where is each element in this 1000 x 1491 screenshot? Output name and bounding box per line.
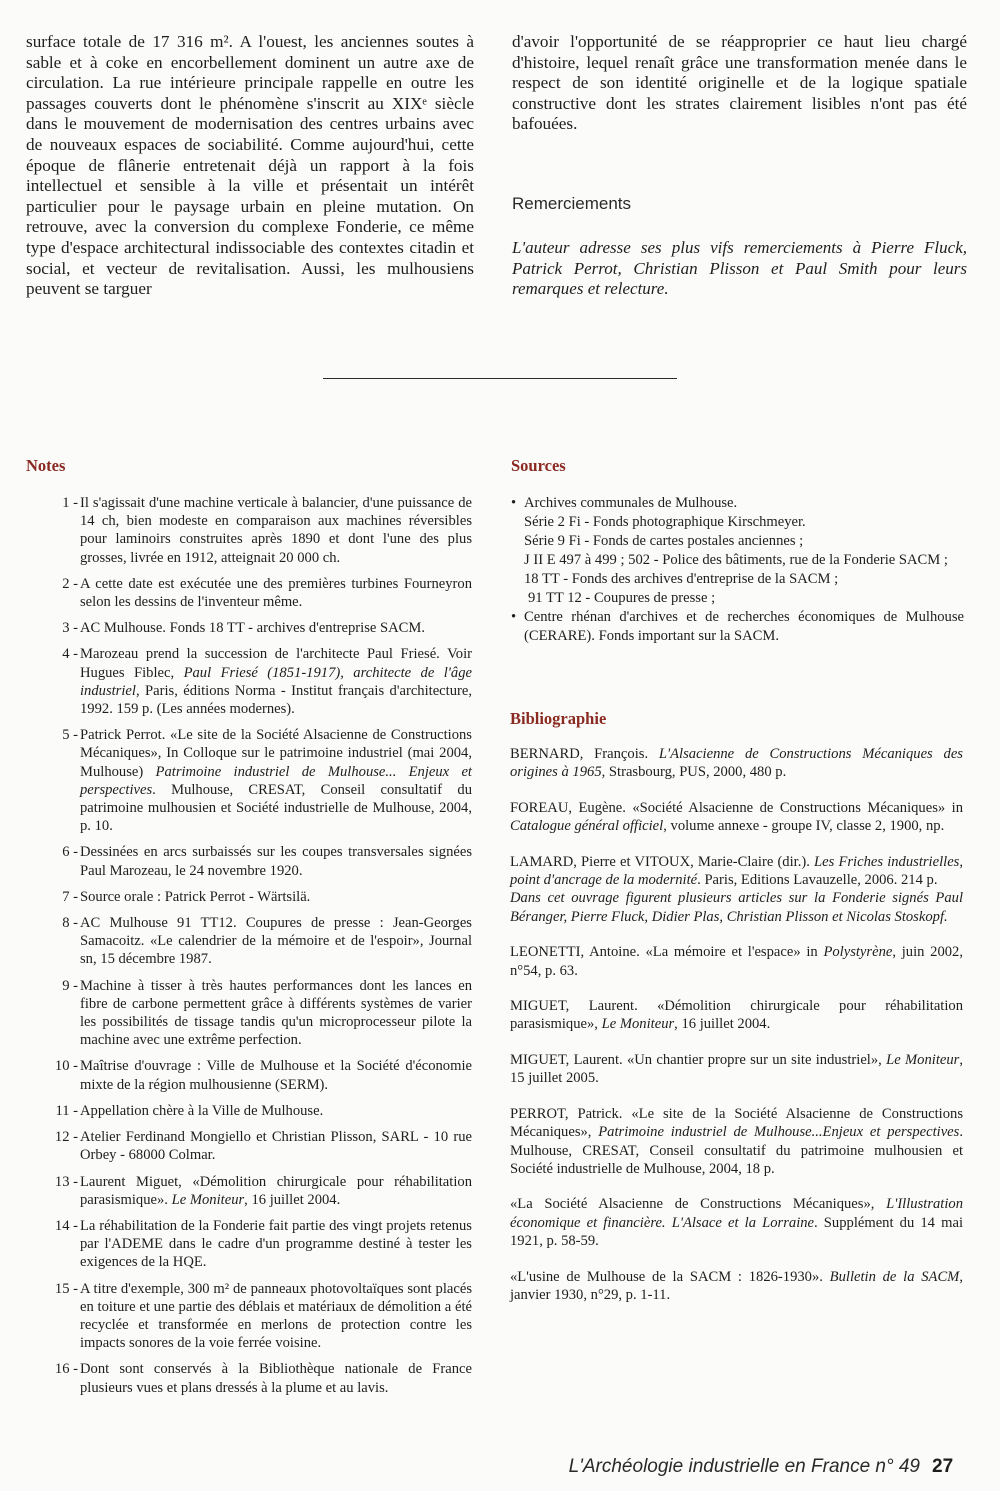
note-number: 12 - (54, 1129, 78, 1146)
bib-text: LEONETTI, Antoine. «La mémoire et l'espace» in (510, 944, 824, 961)
bullet-icon: • (511, 609, 517, 625)
source-sub: 91 TT 12 - Coupures de presse ; (528, 590, 716, 606)
note-item (26, 1360, 472, 1396)
note-number: 1 - (62, 495, 78, 511)
bib-text: , juin 2002, n°54, p. 63. (510, 944, 963, 979)
bibliography-entry (510, 1105, 963, 1179)
note-text: Appellation chère à la Ville de Mulhouse. (80, 1102, 324, 1119)
bib-text: . Mulhouse, CRESAT, Conseil consultatif du patrimoine mulhousien et Société industrielle de Mulhouse, 2004, 18 p. (510, 1124, 963, 1177)
source-sub: Série 2 Fi - Fonds photographique Kirschmeyer. (524, 514, 806, 530)
bib-title: L'Illustration économique et financière. L'Alsace et la Lorraine (510, 1196, 963, 1231)
note-text: AC Mulhouse 91 TT12. Coupures de presse : Jean-Georges Samacoitz. «Le calendrier de la mémoire et de l'espoir», Journal sn, 15 décembre 1987. (80, 915, 472, 968)
bibliography-heading: Bibliographie (510, 709, 607, 728)
note-number: 10 - (54, 1058, 78, 1075)
notes-heading: Notes (26, 456, 66, 475)
source-title: Centre rhénan d'archives et de recherches économiques de Mulhouse (CERARE). Fonds important sur la SACM. (524, 609, 964, 644)
note-item (26, 1128, 472, 1164)
bibliography-entry (510, 997, 963, 1034)
article-text-left: surface totale de 17 316 m². A l'ouest, les anciennes soutes à sable et à coke en encorbellement dominent un autre axe de circulation. La rue intérieure principale rappelle en outre les passages couverts dont le phénomène s'inscrit au XIXᵉ siècle dans le mouvement de modernisation des centres urbains avec de nouveaux espaces de sociabilité. Comme aujourd'hui, cette époque de flânerie entretenait déjà un rapport à la fois intellectuel et sensible à la ville et présentait un intérêt particulier pour le paysage urbain en pleine mutation. On retrouve, avec la conversion du complexe Fonderie, ce même type d'espace architectural indissociable des contextes citadin et social, et vecteur de revitalisation. Aussi, les mulhousiens peuvent se targuer (26, 32, 474, 299)
note-item (26, 619, 472, 637)
note-text: Machine à tisser à très hautes performances dont les lances en fibre de carbone permettent grâce à différents systèmes de varier les possibilités de tissage tandis qu'un microprocesseur pilote la machine avec une extrême perfection. (80, 977, 472, 1049)
note-item (26, 1280, 472, 1353)
bib-text: «La Société Alsacienne de Constructions Mécaniques», (510, 1196, 887, 1213)
note-item (26, 1173, 472, 1209)
note-item (26, 494, 472, 567)
bib-text: PERROT, Patrick. «Le site de la Société Alsacienne de Constructions Mécaniques», (510, 1105, 963, 1141)
note-text: , 16 juillet 2004. (244, 1191, 341, 1208)
note-text: . Mulhouse, CRESAT, Conseil consultatif du patrimoine mulhousien et Société industrielle de Mulhouse, 2004, p. 10. (80, 781, 472, 835)
note-text: AC Mulhouse. Fonds 18 TT - archives d'entreprise SACM. (80, 620, 426, 637)
bib-text: , 16 juillet 2004. (674, 1016, 771, 1033)
note-number: 13 - (54, 1173, 78, 1190)
sources-list (511, 494, 964, 646)
note-item (26, 888, 472, 906)
note-number: 4 - (62, 646, 78, 663)
note-title: Patrimoine industriel de Mulhouse... Enjeux et perspectives (80, 763, 472, 798)
bibliography-entry (510, 1051, 963, 1088)
bib-text: MIGUET, Laurent. «Un chantier propre sur un site industriel», (510, 1051, 887, 1068)
bib-title: Catalogue général officiel (510, 818, 664, 835)
bib-text: , 15 juillet 2005. (510, 1051, 963, 1087)
bib-text: BERNARD, François. (510, 746, 659, 762)
source-item (511, 494, 964, 608)
bib-text: MIGUET, Laurent. «Démolition chirurgicale pour réhabilitation parasismique», (510, 998, 963, 1033)
bibliography-entry (510, 745, 963, 782)
notes-list (26, 494, 472, 1405)
note-text: Marozeau prend la succession de l'architecte Paul Friesé. Voir Hugues Fiblec, (80, 646, 472, 681)
note-text: A cette date est exécutée une des premières turbines Fourneyron selon les dessins de l'inventeur même. (80, 575, 472, 611)
note-number: 15 - (54, 1280, 78, 1297)
bibliography-entry (510, 1268, 963, 1305)
note-item (26, 645, 472, 718)
note-text: Dessinées en arcs surbaissés sur les coupes transversales signées Paul Marozeau, le 24 novembre 1920. (80, 844, 472, 879)
note-number: 16 - (54, 1361, 78, 1378)
note-number: 3 - (62, 620, 78, 637)
note-item (26, 726, 472, 835)
section-divider (323, 378, 677, 379)
bibliography-entry (510, 943, 963, 980)
page-number: 27 (932, 1456, 954, 1477)
note-title: Paul Friesé (1851-1917), architecte de l'âge industriel (80, 664, 472, 699)
bib-text: , volume annexe - groupe IV, classe 2, 1900, np. (663, 818, 945, 835)
acknowledgements-title: Remerciements (512, 194, 632, 213)
note-item (26, 914, 472, 969)
source-sub: J II E 497 à 499 ; 502 - Police des bâtiments, rue de la Fonderie SACM ; (524, 552, 948, 568)
bib-title: L'Alsacienne de Constructions Mécaniques des origines à 1965 (510, 746, 963, 781)
note-text: Patrick Perrot. «Le site de la Société Alsacienne de Constructions Mécaniques», In Colloque sur le patrimoine industriel (mai 2004, Mulhouse) (80, 727, 472, 780)
journal-title: L'Archéologie industrielle en France n° 49 (568, 1456, 920, 1477)
bibliography-entry (510, 799, 963, 836)
note-number: 5 - (62, 727, 78, 744)
note-text: Atelier Ferdinand Mongiello et Christian Plisson, SARL - 10 rue Orbey - 68000 Colmar. (80, 1129, 472, 1164)
bib-text: , janvier 1930, n°29, p. 1-11. (510, 1268, 963, 1303)
bib-text: . Supplément du 14 mai 1921, p. 58-59. (510, 1214, 963, 1250)
bullet-icon: • (511, 495, 517, 511)
note-text: A titre d'exemple, 300 m² de panneaux photovoltaïques sont placés en toiture et une partie des déblais et matériaux de démolition a été recyclée et transformée en merlons de protection contre les impacts sonores de la voie ferrée voisine. (80, 1280, 472, 1352)
note-text: Source orale : Patrick Perrot - Wärtsilä. (80, 888, 311, 905)
note-text: Dont sont conservés à la Bibliothèque nationale de France plusieurs vues et plans dressés à la plume et au lavis. (80, 1361, 472, 1396)
source-title: Archives communales de Mulhouse. (524, 495, 738, 511)
source-sub: Série 9 Fi - Fonds de cartes postales anciennes ; (524, 533, 804, 549)
note-number: 6 - (62, 844, 78, 861)
bib-title: Le Moniteur (601, 1016, 675, 1033)
note-text: Il s'agissait d'une machine verticale à balancier, d'une puissance de 14 ch, bien modeste en comparaison aux machines réversibles pour laminoirs construites après 1890 et dont l'une des plus grosses, livrée en 1912, atteignait 20 000 ch. (80, 495, 472, 566)
note-item (26, 575, 472, 611)
note-number: 14 - (54, 1217, 78, 1234)
bib-text: FOREAU, Eugène. «Société Alsacienne de Constructions Mécaniques» in (510, 799, 963, 816)
bib-title: Les Friches industrielles, point d'ancrage de la modernité (510, 853, 963, 889)
article-text-right: d'avoir l'opportunité de se réapproprier ce haut lieu chargé d'histoire, lequel renaît grâce une transformation menée dans le respect de son identité originelle et de la logique spatiale constructive dont les strates clairement lisibles n'ont pas été bafouées. (512, 32, 967, 134)
note-number: 11 - (55, 1102, 78, 1119)
bib-text: LAMARD, Pierre et VITOUX, Marie-Claire (dir.). (510, 853, 815, 870)
bib-title: Patrimoine industriel de Mulhouse...Enjeux et perspectives (598, 1124, 960, 1141)
bib-text: . Paris, Editions Lavauzelle, 2006. 214 p. (697, 872, 938, 889)
note-item (26, 1057, 472, 1093)
note-number: 7 - (62, 888, 78, 905)
note-number: 9 - (62, 977, 78, 994)
note-item (26, 843, 472, 879)
bib-text: «L'usine de Mulhouse de la SACM : 1826-1930». (510, 1268, 830, 1285)
bibliography-entry (510, 1195, 963, 1250)
bibliography-list (510, 745, 963, 1321)
bib-title: Bulletin de la SACM (829, 1268, 960, 1285)
bib-note: Dans cet ouvrage figurent plusieurs articles sur la Fonderie signés Paul Béranger, Pierre Fluck, Didier Plas, Christian Plisson et Nicolas Stoskopf. (510, 890, 963, 925)
note-number: 2 - (62, 575, 78, 592)
note-text: La réhabilitation de la Fonderie fait partie des vingt projets retenus par l'ADEME dans le cadre d'un programme destiné à tester les exigences de la HQE. (80, 1217, 472, 1271)
bib-text: , Strasbourg, PUS, 2000, 480 p. (601, 764, 787, 781)
bib-title: Polystyrène (823, 944, 893, 961)
note-title: Le Moniteur (171, 1191, 245, 1208)
source-item (511, 608, 964, 646)
note-number: 8 - (62, 915, 78, 932)
sources-heading: Sources (511, 456, 566, 475)
acknowledgements-text: L'auteur adresse ses plus vifs remerciements à Pierre Fluck, Patrick Perrot, Christian Plisson et Paul Smith pour leurs remarques et relecture. (512, 238, 967, 299)
source-sub: 18 TT - Fonds des archives d'entreprise de la SACM ; (524, 571, 839, 587)
bib-title: Le Moniteur (886, 1051, 960, 1068)
note-text: Laurent Miguet, «Démolition chirurgicale pour réhabilitation parasismique». (80, 1173, 472, 1208)
note-item (26, 1217, 472, 1272)
note-item (26, 977, 472, 1050)
note-text: , Paris, éditions Norma - Institut français d'architecture, 1992. 159 p. (Les années modernes). (80, 682, 472, 718)
note-text: Maîtrise d'ouvrage : Ville de Mulhouse et la Société d'économie mixte de la région mulhousienne (SERM). (80, 1058, 472, 1093)
bibliography-entry (510, 853, 963, 927)
note-item (26, 1102, 472, 1120)
